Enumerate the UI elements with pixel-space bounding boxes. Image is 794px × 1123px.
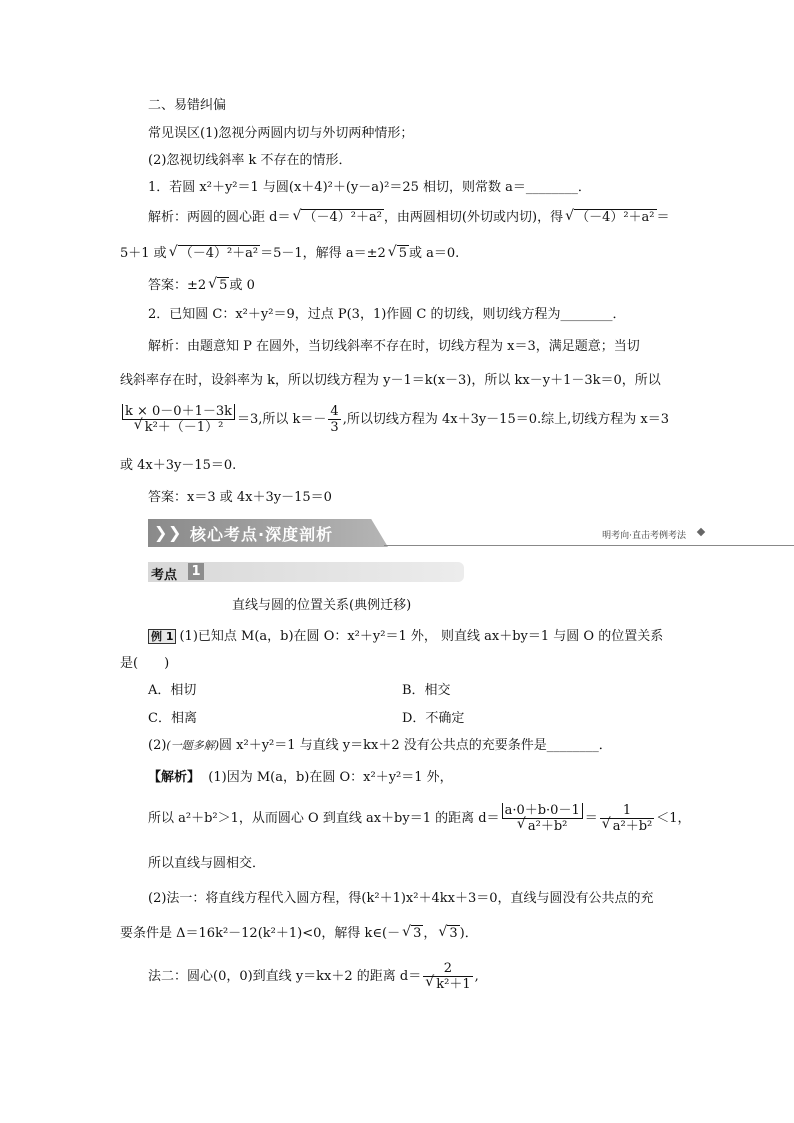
numerator: k × 0－0＋1－3k [122, 404, 235, 420]
sqrt [438, 924, 459, 944]
sqrt [402, 924, 423, 944]
denominator [600, 819, 655, 834]
text: ＝ [584, 811, 598, 826]
diamond-icon [697, 528, 705, 536]
kaodian-bar [148, 562, 464, 582]
topic-title: 直线与圆的位置关系(典例迁移) [232, 598, 412, 613]
sqrt [169, 244, 260, 264]
radicand: （－4）²＋a² [303, 210, 382, 225]
analysis-line-3: 所以直线与圆相交． [148, 856, 266, 871]
question-2-solution-line-3 [120, 404, 669, 435]
hint-label: (一题多解) [166, 739, 220, 752]
text: 解析：两圆的圆心距 d＝ [148, 210, 291, 225]
numerator: 2 [423, 961, 472, 977]
banner-note: 明考向·直击考例考法 [602, 531, 686, 541]
text: 答案：±2 [148, 278, 207, 293]
radicand: 3 [449, 926, 458, 941]
sqrt [388, 244, 409, 264]
chevron-icon: ❯ [168, 523, 182, 542]
text: ,所以切线方程为 4x＋3y－15＝0.综上,切线方程为 x＝3 [342, 412, 669, 427]
radicand: （－4）²＋a² [179, 246, 259, 261]
radicand: a²＋b² [527, 819, 568, 834]
denominator [122, 420, 235, 435]
text: 5＋1 或 [120, 246, 167, 261]
mistake-line-2: (2)忽视切线斜率 k 不存在的情形． [148, 153, 352, 168]
radicand: 5 [219, 278, 228, 293]
radicand: k²＋1 [436, 977, 471, 992]
analysis-line-2 [148, 803, 691, 834]
numerator: a·0＋b·0－1 [502, 803, 583, 819]
text: 或 0 [229, 278, 255, 293]
text: 圆 x²＋y²＝1 与直线 y＝kx＋2 没有公共点的充要条件是________． [219, 738, 612, 753]
sqrt [208, 276, 229, 296]
text: 或 a＝0. [409, 246, 460, 261]
question-2-stem: 2．已知圆 C：x²＋y²＝9，过点 P(3，1)作圆 C 的切线，则切线方程为________． [148, 307, 626, 322]
sqrt [565, 208, 656, 228]
text: 法二：圆心(0，0)到直线 y＝kx＋2 的距离 d＝ [148, 969, 422, 984]
question-2-solution-line-2: 线斜率存在时，设斜率为 k，所以切线方程为 y－1＝k(x－3)，所以 kx－y＋1－3k＝0，所以 [120, 373, 661, 388]
radicand: k²＋（－1）² [144, 420, 224, 435]
text: ，由两圆相切(外切或内切)，得 [383, 210, 564, 225]
text: ＜1， [656, 811, 691, 826]
option-b: B．相交 [402, 683, 451, 698]
text: , [474, 969, 479, 984]
question-2-answer: 答案：x＝3 或 4x＋3y－15＝0 [148, 490, 332, 505]
text: ＝ [656, 210, 670, 225]
example-tag: 例 1 [148, 629, 176, 644]
mistake-line-1: 常见误区(1)忽视分两圆内切与外切两种情形； [148, 126, 414, 141]
fraction [423, 961, 472, 992]
question-1-solution-line-2 [120, 244, 459, 264]
fraction [502, 803, 583, 834]
text: (1)因为 M(a，b)在圆 O：x²＋y²＝1 外， [208, 770, 453, 785]
text: ， [423, 926, 437, 941]
analysis-heading: 【解析】 [148, 770, 201, 785]
fraction [122, 404, 235, 435]
analysis-line-1 [148, 768, 453, 788]
fraction [600, 803, 655, 834]
option-d: D．不确定 [402, 711, 465, 726]
question-2-solution-line-4: 或 4x＋3y－15＝0. [120, 458, 237, 473]
option-c: C．相离 [148, 711, 197, 726]
example-question-1-line-1 [148, 627, 663, 647]
question-1-solution-line-1 [148, 208, 670, 228]
text: 所以 a²＋b²＞1，从而圆心 O 到直线 ax＋by＝1 的距离 d＝ [148, 811, 500, 826]
analysis-line-6 [148, 961, 479, 992]
banner-title: 核心考点·深度剖析 [190, 525, 334, 544]
denominator [502, 819, 583, 834]
radicand: （－4）²＋a² [576, 210, 655, 225]
text: )． [459, 926, 478, 941]
radicand: 5 [398, 246, 408, 261]
option-a: A．相切 [148, 683, 197, 698]
analysis-line-5 [120, 924, 478, 944]
question-1-answer [148, 276, 255, 296]
fraction [328, 404, 340, 435]
denominator [423, 977, 472, 992]
text: 要条件是 Δ＝16k²－12(k²＋1)<0，解得 k∈(－ [120, 926, 401, 941]
question-1-stem: 1．若圆 x²＋y²＝1 与圆(x＋4)²＋(y－a)²＝25 相切，则常数 a＝________． [148, 180, 591, 195]
radicand: a²＋b² [612, 819, 653, 834]
denominator: 3 [330, 420, 339, 435]
radicand: 3 [413, 926, 422, 941]
example-question-1-line-2: 是( ) [120, 656, 170, 671]
question-2-solution-line-1: 解析：由题意知 P 在圆外，当切线斜率不存在时，切线方程为 x＝3，满足题意；当切 [148, 339, 640, 354]
text: (1)已知点 M(a，b)在圆 O：x²＋y²＝1 外， 则直线 ax＋by＝1 与圆 O 的位置关系 [179, 629, 664, 644]
text: (2) [148, 738, 167, 753]
example-question-2 [148, 736, 612, 756]
section-banner [148, 519, 708, 547]
divider [384, 545, 794, 546]
analysis-line-4: (2)法一：将直线方程代入圆方程，得(k²＋1)x²＋4kx＋3＝0，直线与圆没有公共点的充 [148, 891, 654, 906]
sqrt [292, 208, 383, 228]
kaodian-label: 考点 [151, 568, 178, 583]
text: ＝5－1，解得 a＝±2 [260, 246, 386, 261]
chevron-icon: ❯ [154, 523, 168, 542]
text: ＝3,所以 k＝－ [237, 412, 327, 427]
section-title: 二、易错纠偏 [148, 98, 227, 113]
numerator: 4 [330, 404, 339, 419]
numerator: 1 [600, 803, 655, 819]
kaodian-number: 1 [188, 563, 204, 580]
